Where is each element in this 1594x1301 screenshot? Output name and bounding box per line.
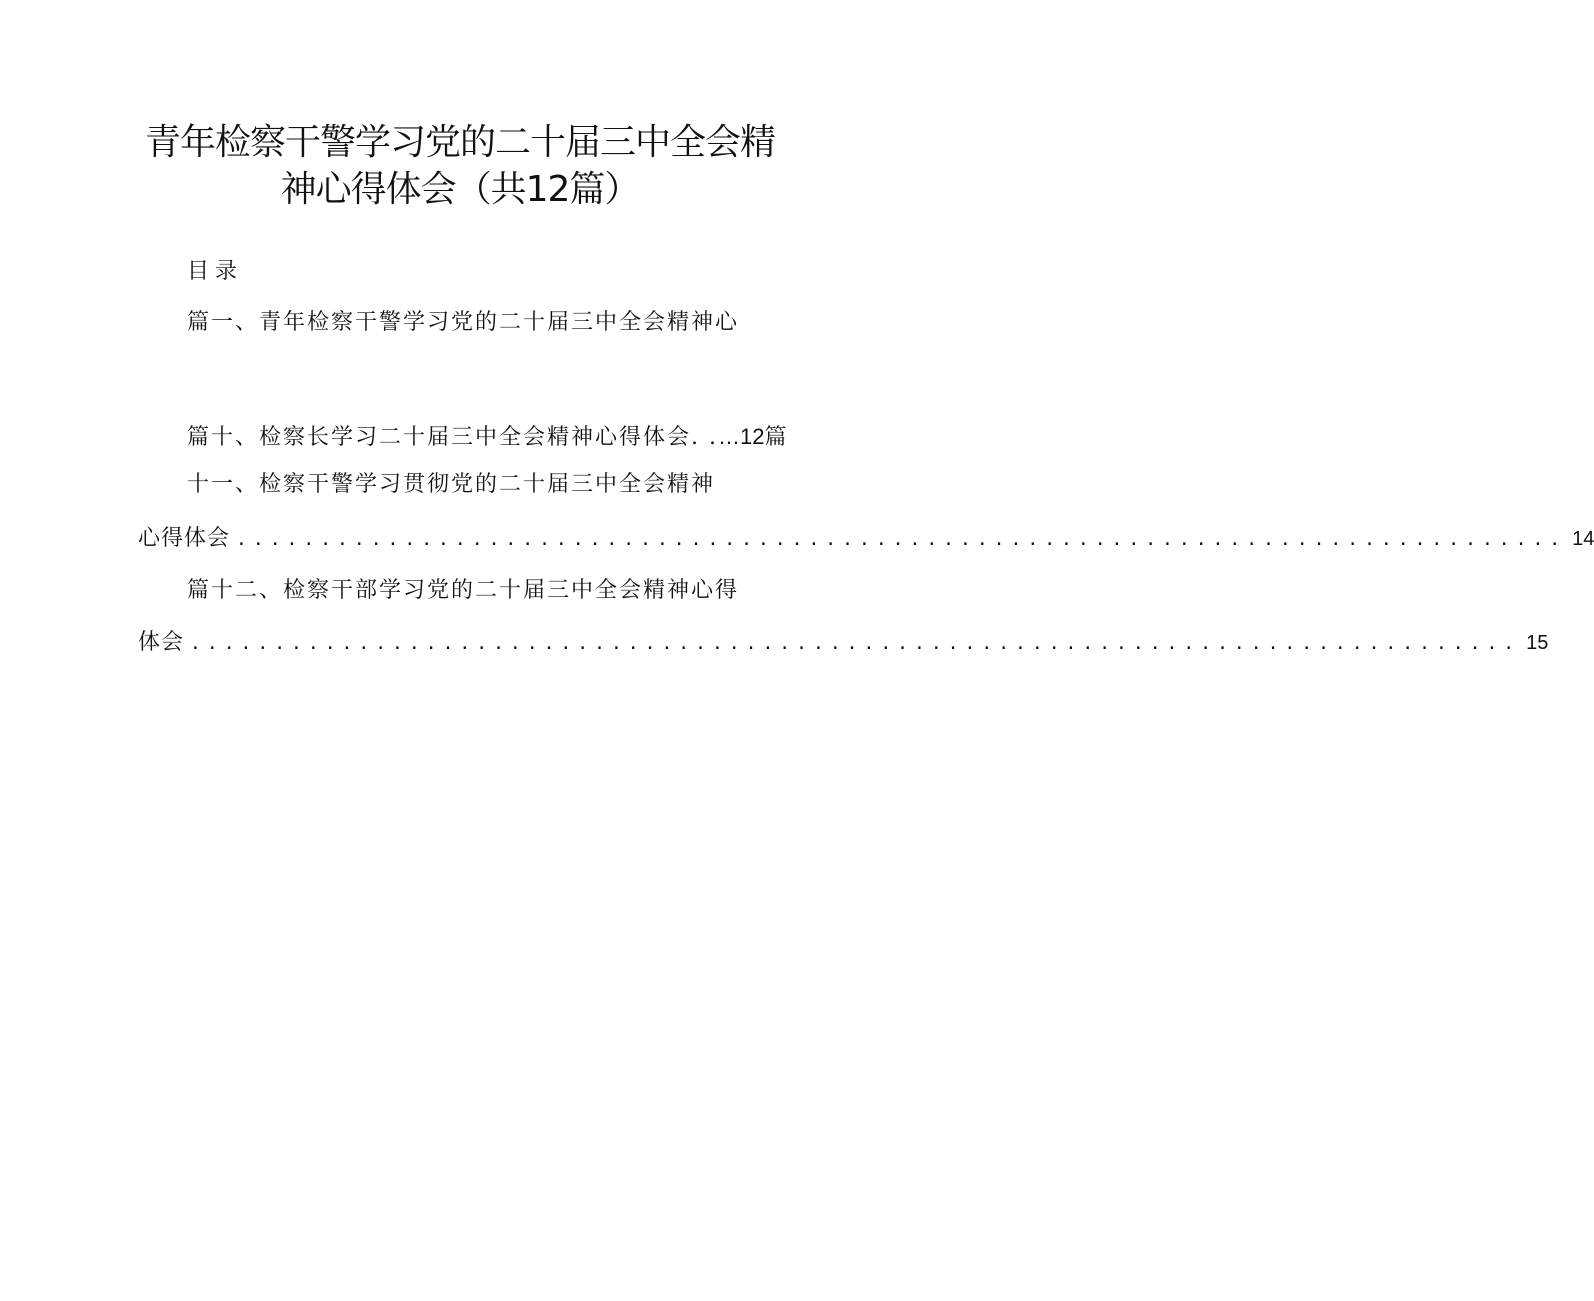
toc-entry-11-leader: ............................................................................... xyxy=(236,529,1567,550)
toc-entry-1[interactable]: 篇一、青年检察干警学习党的二十届三中全会精神心 xyxy=(187,310,740,335)
toc-entry-11-line-2[interactable] xyxy=(138,524,1594,554)
toc-entry-12-line-2[interactable] xyxy=(138,628,1549,658)
document-title-line-1: 青年检察干警学习党的二十届三中全会精 xyxy=(144,122,775,163)
toc-entry-11-text: 心得体会 xyxy=(138,526,231,551)
toc-entry-12-leader: ............................................................................... xyxy=(190,633,1521,654)
document-title-line-2: 神心得体会（共12篇） xyxy=(280,169,640,210)
toc-heading: 目录 xyxy=(187,259,244,284)
toc-entry-12-text: 体会 xyxy=(138,630,185,655)
toc-entry-10-text: 篇十、检察长学习二十届三中全会精神心得体会. . xyxy=(187,425,718,450)
toc-entry-11-page: 14 xyxy=(1572,528,1594,550)
toc-entry-11-line-1[interactable]: 十一、检察干警学习贯彻党的二十届三中全会精神 xyxy=(187,472,716,497)
toc-entry-10-page: …12篇 xyxy=(717,424,787,449)
toc-entry-12-line-1[interactable]: 篇十二、检察干部学习党的二十届三中全会精神心得 xyxy=(187,578,740,603)
toc-entry-10[interactable] xyxy=(187,422,786,453)
toc-entry-12-page: 15 xyxy=(1526,632,1549,654)
